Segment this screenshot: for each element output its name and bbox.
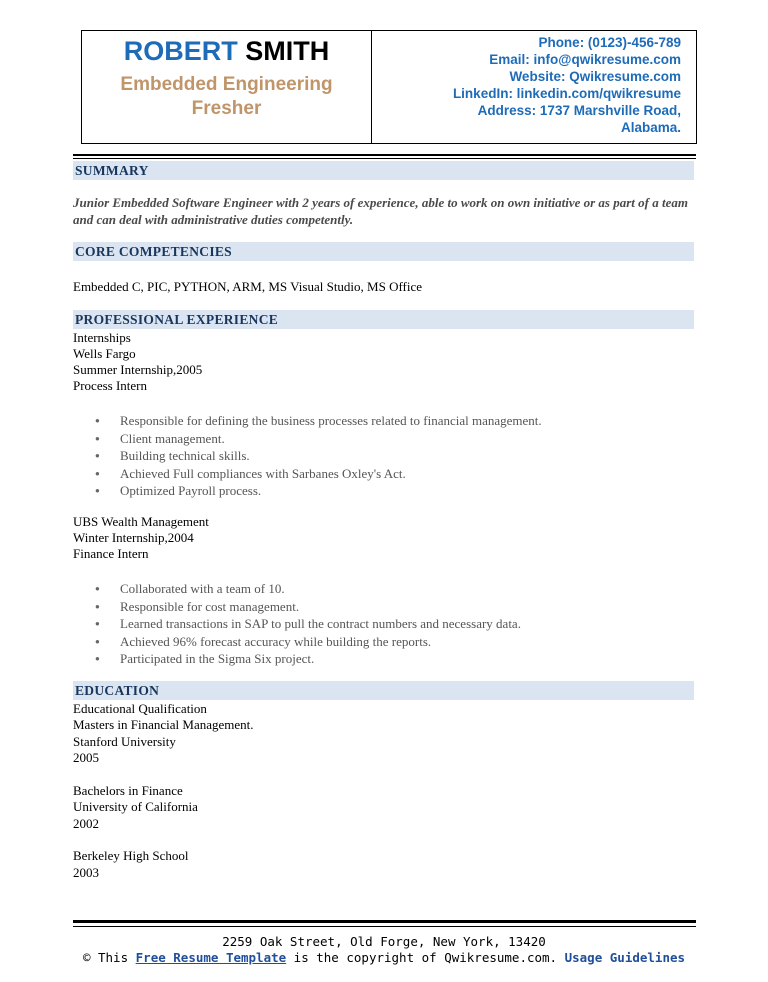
experience-heading: PROFESSIONAL EXPERIENCE: [75, 312, 279, 327]
header-divider: [371, 31, 372, 143]
footer-rule-thin: [73, 926, 696, 927]
contact-email[interactable]: Email: info@qwikresume.com: [489, 52, 681, 67]
list-item: ● Achieved Full compliances with Sarbanes Oxley's Act.: [95, 465, 542, 483]
job-title-line-2: Fresher: [191, 98, 262, 119]
header-rule-thick: [73, 154, 696, 156]
job-1-bullets: [95, 412, 542, 500]
header-rule-thin: [73, 158, 696, 159]
education-1-year: 2005: [73, 750, 99, 765]
competencies-section-bar: [73, 242, 694, 261]
education-3-school: Berkeley High School: [73, 848, 189, 863]
list-item: ● Learned transactions in SAP to pull the contract numbers and necessary data.: [95, 615, 521, 633]
candidate-name: [82, 35, 371, 67]
job-1-period: Summer Internship,2005: [73, 362, 203, 377]
list-item: ● Responsible for defining the business processes related to financial management.: [95, 412, 542, 430]
footer-copyright: [0, 950, 768, 965]
education-section-bar: [73, 681, 694, 700]
footer-rule-thick: [73, 920, 696, 923]
list-item: ● Collaborated with a team of 10.: [95, 580, 521, 598]
education-1-school: Stanford University: [73, 734, 176, 749]
contact-website[interactable]: Website: Qwikresume.com: [509, 69, 681, 84]
footer-copy-middle: is the copyright of Qwikresume.com.: [286, 950, 565, 965]
footer-copy-prefix: © This: [82, 950, 136, 965]
job-2-period: Winter Internship,2004: [73, 530, 194, 545]
free-resume-template-link[interactable]: Free Resume Template: [135, 950, 287, 965]
list-item: ● Participated in the Sigma Six project.: [95, 650, 521, 668]
contact-block: [381, 34, 681, 136]
job-1-role: Process Intern: [73, 378, 148, 393]
list-item: ● Client management.: [95, 430, 542, 448]
education-heading: EDUCATION: [75, 683, 160, 698]
job-2-bullets: [95, 580, 521, 668]
list-item: ● Building technical skills.: [95, 447, 542, 465]
education-1-line-1: Educational Qualification: [73, 701, 207, 716]
contact-address-1: Address: 1737 Marshville Road,: [477, 103, 681, 118]
job-1-company: Wells Fargo: [73, 346, 136, 361]
experience-section-bar: [73, 310, 694, 329]
summary-section-bar: [73, 161, 694, 180]
competencies-text: Embedded C, PIC, PYTHON, ARM, MS Visual Studio, MS Office: [73, 279, 423, 294]
list-item: ● Achieved 96% forecast accuracy while building the reports.: [95, 633, 521, 651]
education-2-school: University of California: [73, 799, 198, 814]
job-title: [82, 73, 371, 121]
last-name: SMITH: [245, 36, 330, 66]
education-1-degree: Masters in Financial Management.: [73, 717, 254, 732]
job-2-company: UBS Wealth Management: [73, 514, 209, 529]
education-2-year: 2002: [73, 816, 99, 831]
summary-heading: SUMMARY: [75, 163, 149, 178]
education-2-degree: Bachelors in Finance: [73, 783, 183, 798]
education-3-year: 2003: [73, 865, 99, 880]
header-box: [81, 30, 697, 144]
name-block: [82, 31, 371, 143]
competencies-heading: CORE COMPETENCIES: [75, 244, 232, 259]
footer-address: 2259 Oak Street, Old Forge, New York, 13420: [222, 934, 546, 949]
summary-text: Junior Embedded Software Engineer with 2 years of experience, able to work on own initiative or as part of a team and can deal with administrative duties competently.: [73, 195, 688, 227]
list-item: ● Optimized Payroll process.: [95, 482, 542, 500]
job-title-line-1: Embedded Engineering: [120, 74, 333, 95]
usage-guidelines-link[interactable]: Usage Guidelines: [564, 950, 686, 965]
first-name: ROBERT: [123, 36, 238, 66]
job-2-role: Finance Intern: [73, 546, 149, 561]
contact-phone: Phone: (0123)-456-789: [538, 35, 681, 50]
list-item: ● Responsible for cost management.: [95, 598, 521, 616]
contact-linkedin[interactable]: LinkedIn: linkedin.com/qwikresume: [452, 86, 681, 101]
job-1-line-1: Internships: [73, 330, 131, 345]
contact-address-2: Alabama.: [620, 120, 681, 135]
